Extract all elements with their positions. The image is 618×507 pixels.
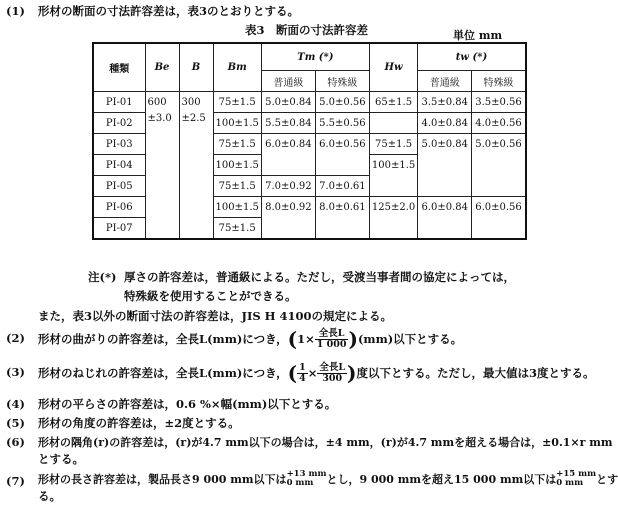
- item-3-text: [38, 356, 595, 390]
- header-tw: tw (*): [418, 43, 526, 71]
- tw-normal-cell: [418, 155, 472, 176]
- note-line-1: 厚さの許容差は，普通級による。ただし，受渡当事者間の協定によっては，: [124, 270, 515, 284]
- tw-special-cell: [472, 218, 526, 240]
- tw-special-cell: 5.0±0.56: [472, 134, 526, 155]
- item-7-number: (7): [6, 474, 25, 488]
- tw-special-cell: 6.0±0.56: [472, 197, 526, 218]
- header-tm: Tm (*): [261, 43, 369, 71]
- table-unit: 単位 mm: [453, 29, 503, 42]
- header-tw-special: 特殊級: [472, 71, 526, 92]
- fraction-denominator: 4: [299, 372, 306, 384]
- item-2-post: (mm)以下とする。: [357, 331, 463, 346]
- bm-cell: 100±1.5: [213, 113, 261, 134]
- tolerance-upper: +15 mm: [556, 469, 597, 479]
- tolerance-lower: 0 mm: [556, 478, 584, 488]
- b-blank: [179, 176, 213, 197]
- tm-special-cell: [315, 155, 369, 176]
- be-blank: [145, 218, 179, 240]
- twist-fraction: [317, 363, 347, 384]
- b-blank: [179, 134, 213, 155]
- row-type: PI-05: [93, 176, 145, 197]
- tw-special-cell: [472, 155, 526, 176]
- item-2-text: [38, 322, 462, 356]
- item-4-number: (4): [6, 397, 25, 411]
- be-value: 600: [145, 92, 179, 113]
- row-type: PI-01: [93, 92, 145, 113]
- tm-special-cell: 6.0±0.56: [315, 134, 369, 155]
- item-5-number: (5): [6, 416, 25, 430]
- bm-cell: 100±1.5: [213, 155, 261, 176]
- item-3-number: (3): [6, 365, 25, 379]
- tolerance-15000: [556, 470, 596, 488]
- item-2-number: (2): [6, 331, 25, 345]
- tm-special-cell: 5.0±0.56: [315, 92, 369, 113]
- tm-special-cell: 7.0±0.61: [315, 176, 369, 197]
- item-6-line-1: 形材の隅角(r)の許容差は，(r)が4.7 mm以下の場合は，±4 mm，(r)が4.7 mmを超える場合は，±0.1×r mm: [38, 436, 613, 449]
- times-sign: ×: [307, 365, 318, 380]
- note-line-2: 特殊級を使用することができる。: [124, 289, 297, 303]
- be-blank: [145, 134, 179, 155]
- tm-normal-cell: 5.5±0.84: [261, 113, 315, 134]
- tw-normal-cell: [418, 176, 472, 197]
- header-be: Be: [145, 43, 179, 92]
- b-value: 300: [179, 92, 213, 113]
- bm-cell: 100±1.5: [213, 197, 261, 218]
- tw-special-cell: 4.0±0.56: [472, 113, 526, 134]
- item-1-text: 形材の断面の寸法許容差は，表3のとおりとする。: [38, 4, 299, 18]
- item-4-text: 形材の平らさの許容差は，0.6 %×幅(mm)以下とする。: [38, 397, 337, 411]
- be-tolerance: ±3.0: [145, 113, 179, 134]
- tm-special-cell: 5.5±0.56: [315, 113, 369, 134]
- tw-normal-cell: 5.0±0.84: [418, 134, 472, 155]
- tm-normal-cell: 8.0±0.92: [261, 197, 315, 218]
- tm-special-cell: [315, 218, 369, 240]
- be-blank: [145, 197, 179, 218]
- item-5-text: 形材の角度の許容差は，±2度とする。: [38, 416, 240, 430]
- bm-cell: 75±1.5: [213, 92, 261, 113]
- row-type: PI-07: [93, 218, 145, 240]
- fraction-denominator: 1 000: [316, 338, 347, 350]
- be-blank: [145, 155, 179, 176]
- tw-special-cell: [472, 176, 526, 197]
- tw-special-cell: 3.5±0.56: [472, 92, 526, 113]
- tw-normal-cell: 3.5±0.84: [418, 92, 472, 113]
- tm-normal-cell: [261, 218, 315, 240]
- hw-cell: 100±1.5: [369, 155, 417, 176]
- bm-cell: 75±1.5: [213, 218, 261, 240]
- row-type: PI-06: [93, 197, 145, 218]
- item-1-number: (1): [6, 4, 25, 18]
- hw-cell: [369, 113, 417, 134]
- tolerance-table: [92, 42, 527, 240]
- bm-cell: 75±1.5: [213, 134, 261, 155]
- quarter-fraction: [297, 363, 308, 384]
- paren-open: (: [287, 327, 298, 351]
- tm-normal-cell: 7.0±0.92: [261, 176, 315, 197]
- one-times: 1×: [297, 331, 315, 346]
- item-7-post: とす: [596, 472, 618, 486]
- tolerance-lower: 0 mm: [286, 478, 314, 488]
- tm-normal-cell: 5.0±0.84: [261, 92, 315, 113]
- tw-normal-cell: 4.0±0.84: [418, 113, 472, 134]
- tm-special-cell: 8.0±0.61: [315, 197, 369, 218]
- header-bm: Bm: [213, 43, 261, 92]
- item-2-pre: 形材の曲がりの許容差は，全長L(mm)につき，: [38, 331, 288, 346]
- header-hw: Hw: [369, 43, 417, 92]
- tolerance-9000: [287, 470, 327, 488]
- b-tolerance: ±2.5: [179, 113, 213, 134]
- row-type: PI-04: [93, 155, 145, 176]
- fraction-denominator: 300: [322, 372, 343, 384]
- item-7-pre: 形材の長さ許容差は，製品長さ9 000 mm以下は: [38, 472, 287, 486]
- header-type: 種類: [93, 43, 145, 92]
- fraction-numerator: 全長L: [319, 361, 346, 373]
- row-type: PI-03: [93, 134, 145, 155]
- bm-cell: 75±1.5: [213, 176, 261, 197]
- item-6-number: (6): [6, 435, 25, 449]
- header-tw-normal: 普通級: [418, 71, 472, 92]
- item-3-post: 度以下とする。ただし，最大値は3度とする。: [356, 365, 595, 380]
- hw-cell: [369, 176, 417, 197]
- tw-normal-cell: [418, 218, 472, 240]
- paren-close: ): [348, 327, 358, 351]
- hw-cell: [369, 218, 417, 240]
- tm-normal-cell: [261, 155, 315, 176]
- item-3-pre: 形材のねじれの許容差は，全長L(mm)につき，: [38, 365, 288, 380]
- hw-cell: 65±1.5: [369, 92, 417, 113]
- tm-normal-cell: 6.0±0.84: [261, 134, 315, 155]
- be-blank: [145, 176, 179, 197]
- item-7-line-2: る。: [38, 489, 61, 503]
- header-tm-normal: 普通級: [261, 71, 315, 92]
- item-7-text: [38, 468, 618, 490]
- bend-fraction: [315, 329, 349, 350]
- item-7-mid: とし，9 000 mmを超え15 000 mm以下は: [326, 472, 557, 486]
- hw-cell: 75±1.5: [369, 134, 417, 155]
- paren-close: ): [347, 361, 357, 385]
- fraction-numerator: 全長L: [315, 329, 349, 340]
- also-text: また，表3以外の断面寸法の許容差は，JIS H 4100の規定による。: [38, 309, 393, 323]
- paren-open: (: [287, 361, 298, 385]
- item-6-line-2: とする。: [38, 452, 84, 466]
- header-b: B: [179, 43, 213, 92]
- table-caption: 表3 断面の寸法許容差: [245, 23, 369, 37]
- b-blank: [179, 218, 213, 240]
- b-blank: [179, 155, 213, 176]
- header-tm-special: 特殊級: [315, 71, 369, 92]
- b-blank: [179, 197, 213, 218]
- note-label: 注(*): [88, 270, 117, 284]
- tw-normal-cell: 6.0±0.84: [418, 197, 472, 218]
- tolerance-upper: +13 mm: [286, 469, 327, 479]
- fraction-numerator: 1: [299, 361, 306, 373]
- row-type: PI-02: [93, 113, 145, 134]
- hw-cell: 125±2.0: [369, 197, 417, 218]
